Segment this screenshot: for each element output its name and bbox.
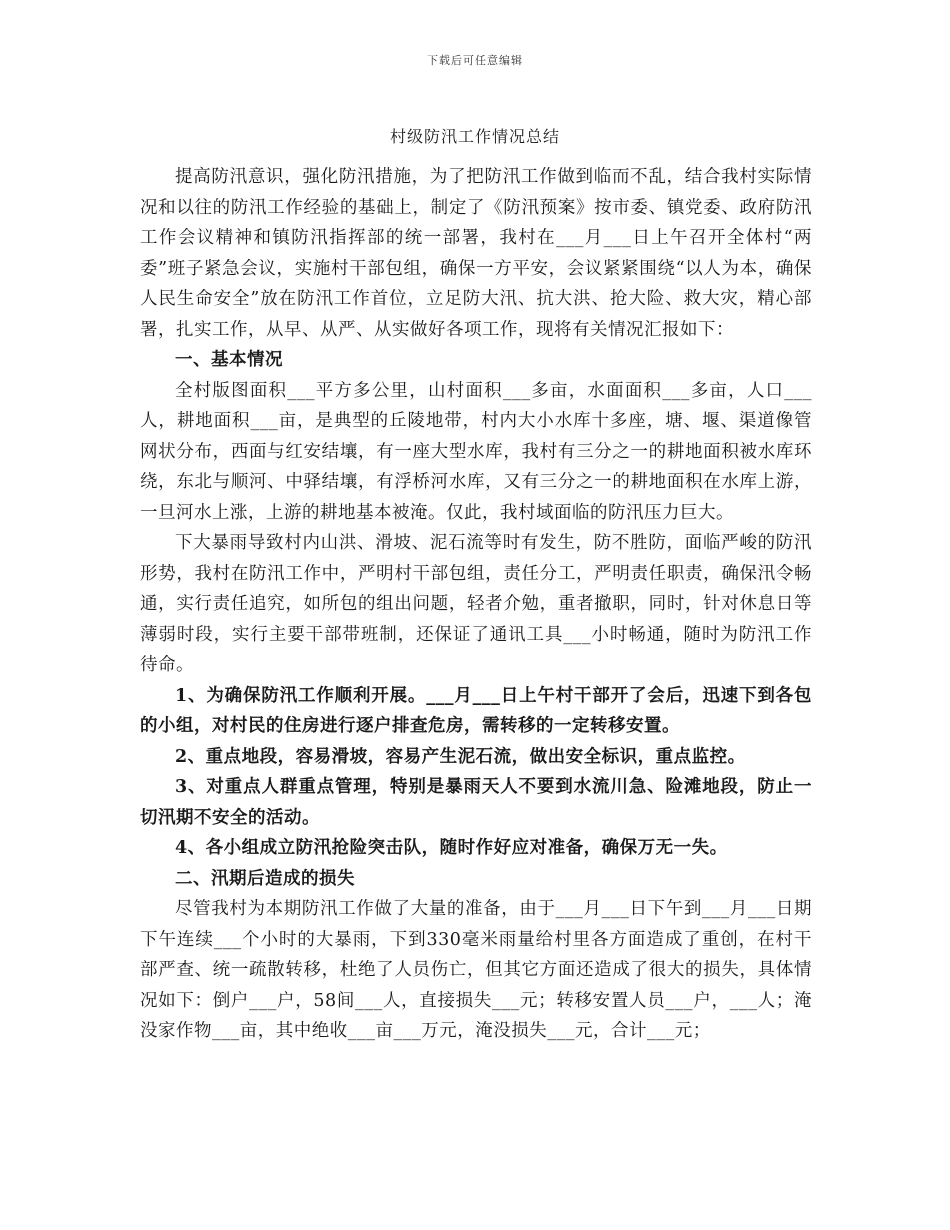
intro-paragraph: 提高防汛意识，强化防汛措施，为了把防汛工作做到临而不乱，结合我村实际情况和以往的防汛工作经验的基础上，制定了《防汛预案》按市委、镇党委、政府防汛工作会议精神和镇防汛指挥部的统一部署，我村在___月___日上午召开全体村“两委”班子紧急会议，实施村干部包组，确保一方平安，会议紧紧围绕“以人为本，确保人民生命安全”放在防汛工作首位，立足防大汛、抗大洪、抢大险、救大灾，精心部署，扎实工作，从早、从严、从实做好各项工作，现将有关情况汇报如下： (140, 167, 812, 340)
document-body (140, 162, 812, 1047)
measure-item-3: 3、对重点人群重点管理，特别是暴雨天人不要到水流川急、险滩地段，防止一切汛期不安全的活动。 (140, 777, 812, 828)
measure-item-2: 2、重点地段，容易滑坡，容易产生泥石流，做出安全标识，重点监控。 (175, 746, 746, 767)
section-heading-basic-situation: 一、基本情况 (175, 350, 283, 370)
measure-item-4: 4、各小组成立防汛抢险突击队，随时作好应对准备，确保万无一失。 (175, 838, 728, 858)
measure-item-1: 1、为确保防汛工作顺利开展。___月___日上午村干部开了会后，迅速下到各包的小组，对村民的住房进行逐户排查危房，需转移的一定转移安置。 (140, 685, 812, 736)
flood-situation-paragraph: 下大暴雨导致村内山洪、滑坡、泥石流等时有发生，防不胜防，面临严峻的防汛形势，我村在防汛工作中，严明村干部包组，责任分工，严明责任职责，确保汛令畅通，实行责任追究，如所包的组出问题，轻者介勉，重者撤职，同时，针对休息日等薄弱时段，实行主要干部带班制，还保证了通讯工具___小时畅通，随时为防汛工作待命。 (140, 533, 812, 675)
basic-situation-paragraph: 全村版图面积___平方多公里，山村面积___多亩，水面面积___多亩，人口___人，耕地面积___亩，是典型的丘陵地带，村内大小水库十多座，塘、堰、渠道像管网状分布，西面与红安结壤，有一座大型水库，我村有三分之一的耕地面积被水库环绕，东北与顺河、中驿结壤，有浮桥河水库，又有三分之一的耕地面积在水库上游，一旦河水上涨，上游的耕地基本被淹。仅此，我村域面临的防汛压力巨大。 (140, 380, 812, 523)
losses-paragraph: 尽管我村为本期防汛工作做了大量的准备，由于___月___日下午到___月___日期下午连续___个小时的大暴雨，下到330毫米雨量给村里各方面造成了重创，在村干部严查、统一疏散转移，杜绝了人员伤亡，但其它方面还造成了很大的损失，具体情况如下：倒户___户，58间___人，直接损失___元；转移安置人员___户，___人；淹没家作物___亩，其中绝收___亩___万元，淹没损失___元，合计___元； (140, 899, 812, 1041)
document-title: 村级防汛工作情况总结 (389, 127, 560, 146)
header-note: 下载后可任意编辑 (427, 54, 523, 67)
section-heading-losses: 二、汛期后造成的损失 (175, 868, 355, 889)
